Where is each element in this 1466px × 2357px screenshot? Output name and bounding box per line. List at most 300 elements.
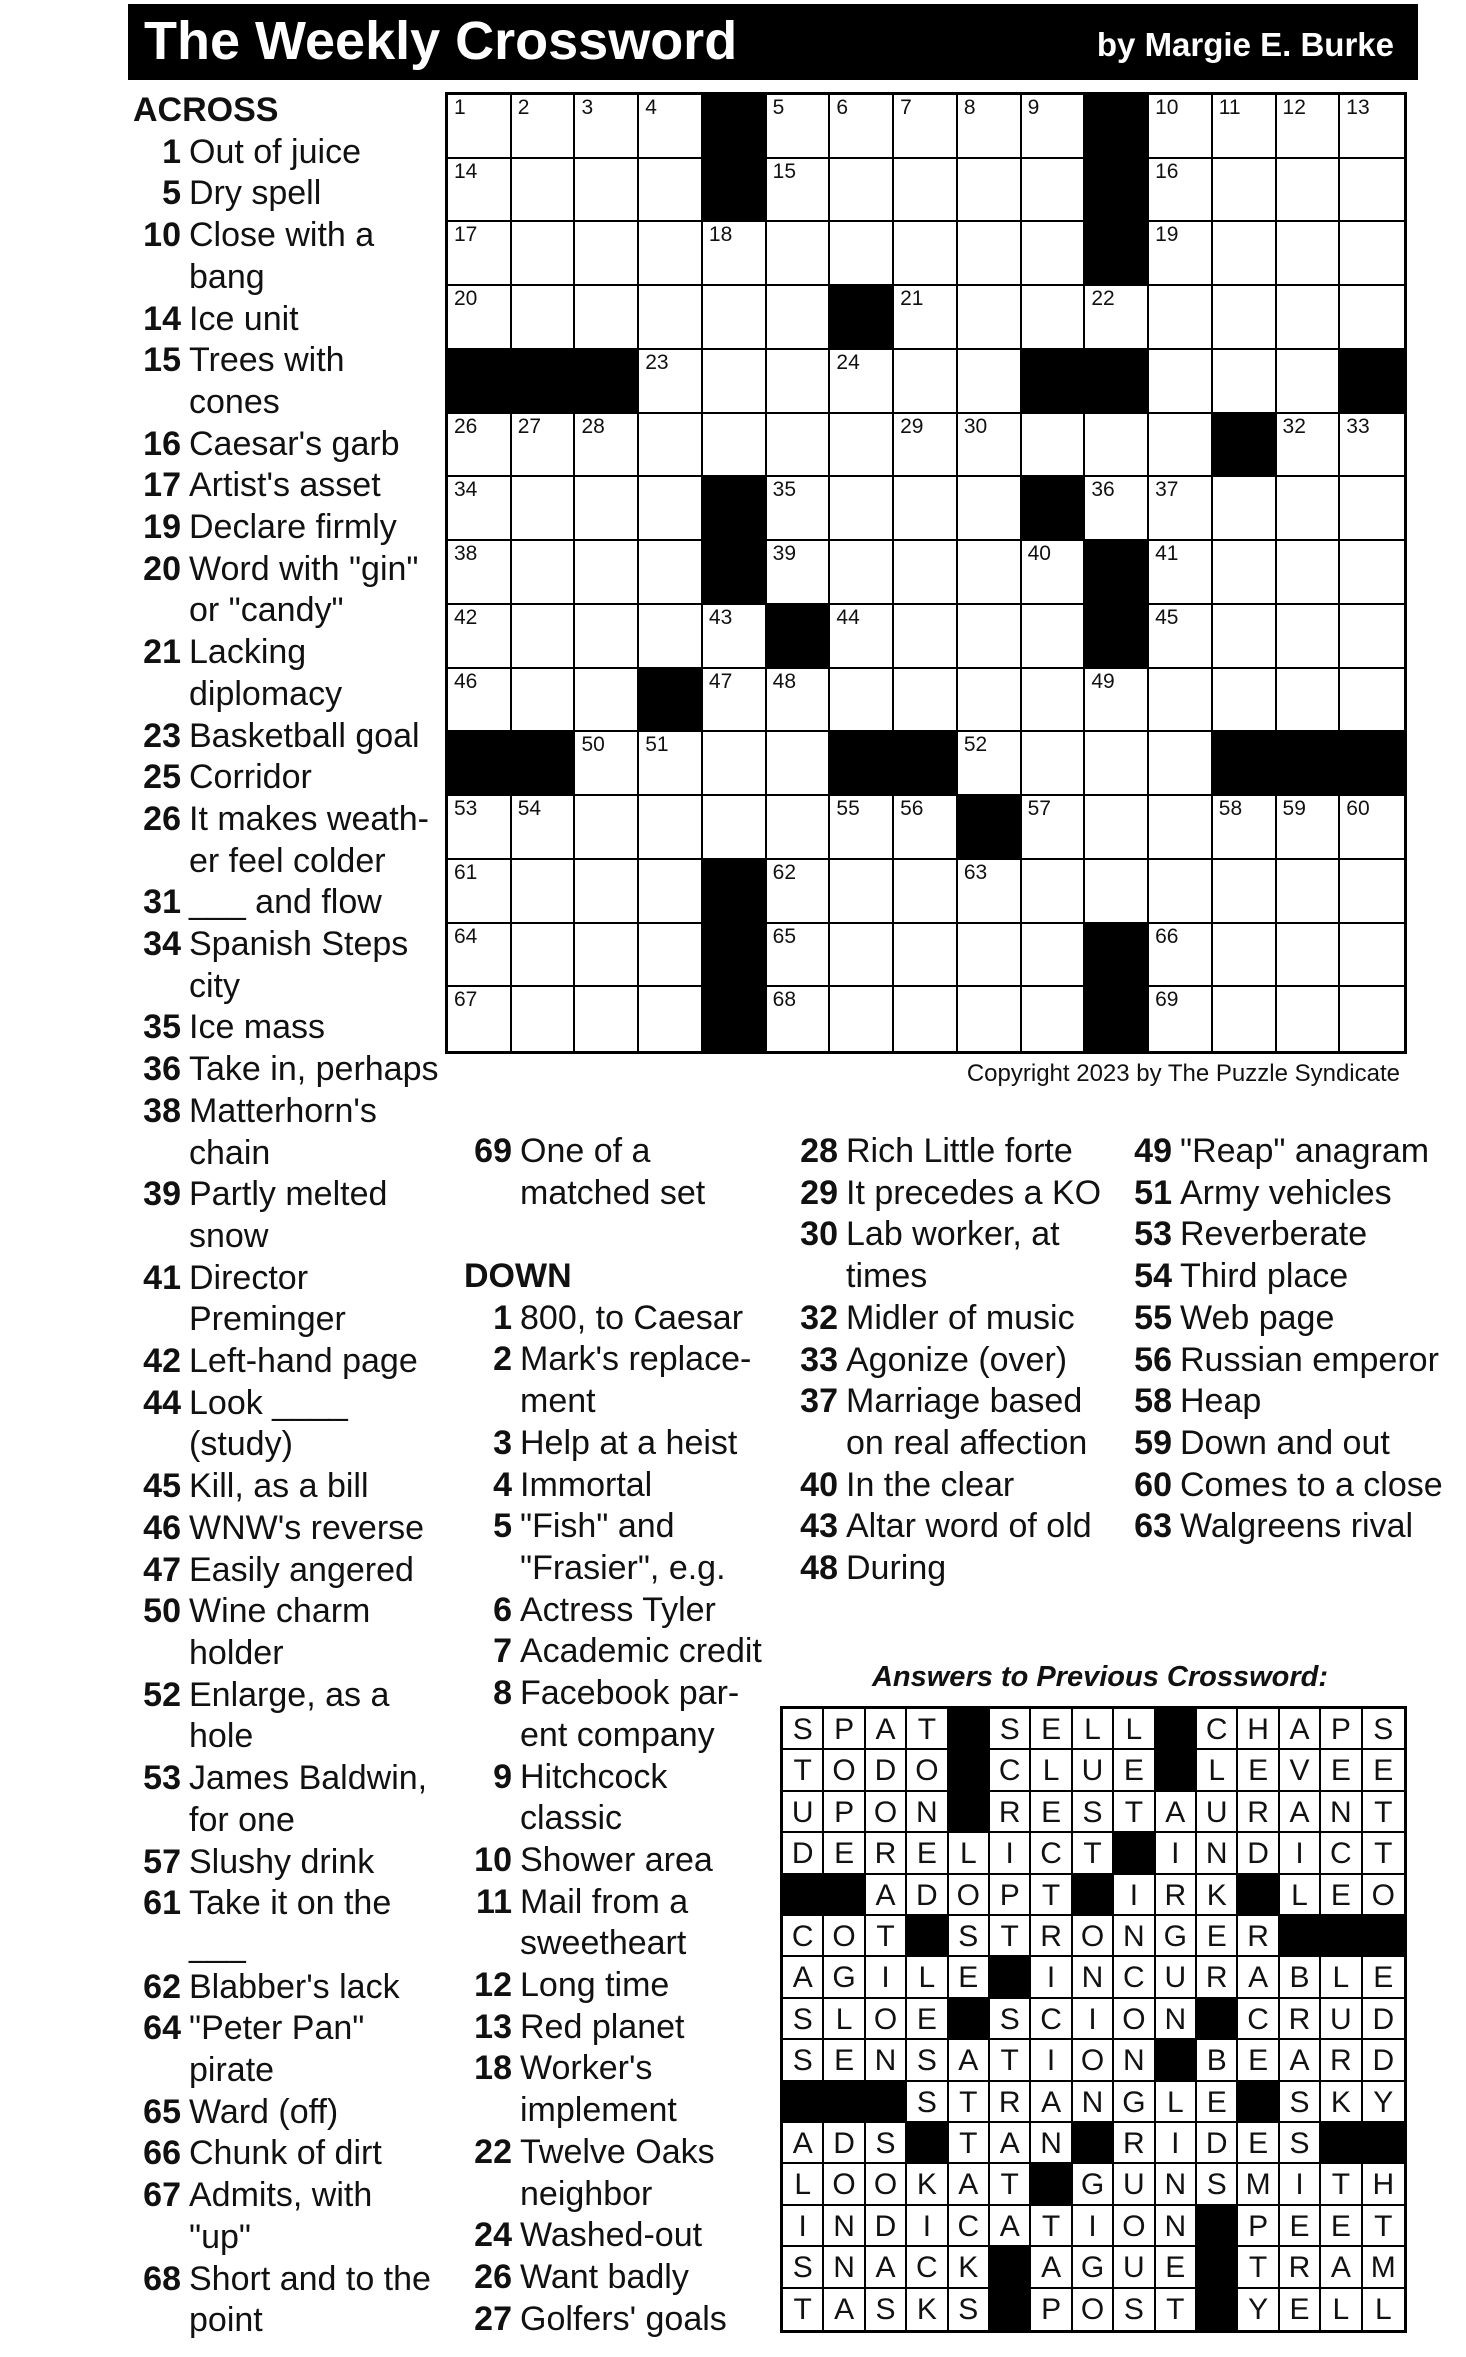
grid-cell[interactable] — [894, 924, 958, 988]
grid-cell[interactable] — [512, 541, 576, 605]
clue-item — [133, 2008, 443, 2091]
grid-cell[interactable] — [575, 541, 639, 605]
clue-item — [464, 1131, 764, 1214]
grid-cell[interactable] — [639, 159, 703, 223]
cell-number: 13 — [1346, 96, 1370, 119]
clue-number: 47 — [143, 1550, 181, 1589]
clue-text: Admits, with "up" — [189, 2176, 373, 2256]
grid-cell[interactable] — [1022, 605, 1086, 669]
grid-cell[interactable] — [575, 732, 639, 796]
grid-cell[interactable] — [575, 414, 639, 478]
grid-cell[interactable] — [575, 222, 639, 286]
answer-cell: S — [907, 2082, 948, 2123]
grid-cell[interactable] — [512, 95, 576, 159]
grid-cell[interactable] — [1340, 477, 1404, 541]
grid-cell[interactable] — [1149, 796, 1213, 860]
cell-number: 20 — [454, 287, 478, 311]
grid-cell[interactable] — [958, 860, 1022, 924]
grid-cell[interactable] — [448, 414, 512, 478]
grid-cell[interactable] — [767, 477, 831, 541]
grid-cell[interactable] — [1022, 987, 1086, 1051]
grid-cell[interactable] — [448, 924, 512, 988]
grid-cell[interactable] — [1149, 350, 1213, 414]
grid-cell[interactable] — [1085, 669, 1149, 733]
grid-cell[interactable] — [575, 95, 639, 159]
answer-cell: L — [824, 1999, 865, 2040]
grid-cell[interactable] — [575, 605, 639, 669]
grid-cell[interactable] — [512, 159, 576, 223]
answer-cell: A — [990, 2206, 1031, 2247]
answer-black-square — [990, 2289, 1031, 2330]
grid-cell[interactable] — [575, 286, 639, 350]
grid-cell[interactable] — [1340, 414, 1404, 478]
cell-number: 40 — [1027, 542, 1051, 566]
clue-text: Out of juice — [189, 132, 361, 171]
black-square — [830, 286, 894, 350]
clue-number: 5 — [162, 174, 181, 213]
grid-cell[interactable] — [1022, 860, 1086, 924]
clue-column-c — [790, 1131, 1110, 1590]
grid-cell[interactable] — [448, 796, 512, 860]
grid-cell[interactable] — [1340, 860, 1404, 924]
clue-text: Artist's asset — [189, 466, 381, 505]
grid-cell[interactable] — [767, 350, 831, 414]
clue-number: 8 — [493, 1674, 512, 1713]
clue-item — [133, 549, 443, 632]
clue-item — [133, 1049, 443, 1091]
cell-number: 8 — [963, 96, 976, 119]
grid-cell[interactable] — [639, 605, 703, 669]
grid-cell[interactable] — [1149, 414, 1213, 478]
grid-cell[interactable] — [958, 477, 1022, 541]
grid-cell[interactable] — [894, 477, 958, 541]
clue-item — [790, 1340, 1110, 1382]
grid-cell[interactable] — [1277, 286, 1341, 350]
grid-cell[interactable] — [1340, 222, 1404, 286]
crossword-grid[interactable] — [445, 92, 1407, 1054]
answer-cell: U — [783, 1792, 824, 1833]
grid-cell[interactable] — [958, 732, 1022, 796]
clue-item — [133, 632, 443, 715]
clue-text: "Peter Pan" pirate — [189, 2009, 365, 2090]
grid-cell[interactable] — [830, 796, 894, 860]
grid-cell[interactable] — [894, 605, 958, 669]
grid-cell[interactable] — [639, 732, 703, 796]
grid-cell[interactable] — [1277, 159, 1341, 223]
grid-cell[interactable] — [512, 987, 576, 1051]
grid-cell[interactable] — [448, 222, 512, 286]
grid-cell[interactable] — [1213, 541, 1277, 605]
grid-cell[interactable] — [575, 987, 639, 1051]
cell-number: 45 — [1155, 605, 1179, 629]
answer-cell: O — [824, 1916, 865, 1957]
grid-cell[interactable] — [639, 860, 703, 924]
grid-cell[interactable] — [639, 541, 703, 605]
grid-cell[interactable] — [1340, 286, 1404, 350]
grid-cell[interactable] — [1149, 732, 1213, 796]
grid-cell[interactable] — [1277, 860, 1341, 924]
clue-number: 20 — [143, 549, 181, 588]
grid-cell[interactable] — [703, 414, 767, 478]
grid-cell[interactable] — [448, 860, 512, 924]
clue-item — [133, 924, 443, 1007]
cell-number: 7 — [900, 96, 912, 119]
grid-cell[interactable] — [1085, 414, 1149, 478]
answer-cell: A — [866, 1709, 907, 1750]
grid-cell[interactable] — [958, 350, 1022, 414]
grid-cell[interactable] — [1149, 987, 1213, 1051]
clue-text: Dry spell — [189, 174, 322, 213]
grid-cell[interactable] — [894, 286, 958, 350]
grid-cell[interactable] — [448, 541, 512, 605]
answer-cell: A — [1238, 1957, 1279, 1998]
grid-cell[interactable] — [958, 605, 1022, 669]
grid-cell[interactable] — [448, 95, 512, 159]
answer-cell: E — [1321, 1750, 1362, 1791]
answer-cell: U — [1197, 1792, 1238, 1833]
grid-cell[interactable] — [767, 796, 831, 860]
clue-text: Declare firmly — [189, 508, 397, 547]
grid-cell[interactable] — [1022, 414, 1086, 478]
grid-cell[interactable] — [1277, 987, 1341, 1051]
grid-cell[interactable] — [703, 605, 767, 669]
clue-text: 800, to Caesar — [520, 1298, 744, 1337]
grid-cell[interactable] — [703, 286, 767, 350]
answer-cell: E — [1238, 2123, 1279, 2164]
cell-number: 1 — [454, 96, 466, 119]
grid-cell[interactable] — [830, 860, 894, 924]
grid-cell[interactable] — [894, 222, 958, 286]
grid-cell[interactable] — [767, 286, 831, 350]
grid-cell[interactable] — [830, 350, 894, 414]
answer-cell: A — [1280, 1709, 1321, 1750]
black-square — [703, 477, 767, 541]
grid-cell[interactable] — [639, 477, 703, 541]
answer-black-square — [1321, 1916, 1362, 1957]
grid-cell[interactable] — [575, 924, 639, 988]
grid-cell[interactable] — [512, 669, 576, 733]
grid-cell[interactable] — [575, 796, 639, 860]
clue-column-b — [464, 1131, 764, 2340]
grid-cell[interactable] — [1149, 924, 1213, 988]
cell-number: 46 — [454, 669, 478, 693]
grid-cell[interactable] — [767, 222, 831, 286]
grid-cell[interactable] — [830, 924, 894, 988]
grid-cell[interactable] — [767, 669, 831, 733]
grid-cell[interactable] — [1277, 796, 1341, 860]
grid-cell[interactable] — [1340, 669, 1404, 733]
clue-text: Left-hand page — [189, 1342, 418, 1381]
grid-cell[interactable] — [1277, 669, 1341, 733]
grid-cell[interactable] — [639, 414, 703, 478]
answer-cell: A — [866, 1875, 907, 1916]
answer-cell: T — [1363, 2206, 1404, 2247]
grid-cell[interactable] — [830, 159, 894, 223]
grid-cell[interactable] — [1340, 95, 1404, 159]
grid-cell[interactable] — [1340, 987, 1404, 1051]
grid-cell[interactable] — [1149, 159, 1213, 223]
grid-cell[interactable] — [1149, 95, 1213, 159]
cell-number: 32 — [1282, 414, 1306, 438]
grid-cell[interactable] — [639, 95, 703, 159]
grid-cell[interactable] — [639, 924, 703, 988]
grid-cell[interactable] — [639, 987, 703, 1051]
grid-cell[interactable] — [1085, 732, 1149, 796]
answer-cell: L — [1197, 1750, 1238, 1791]
grid-cell[interactable] — [1022, 159, 1086, 223]
clue-number: 38 — [143, 1091, 181, 1130]
grid-cell[interactable] — [894, 669, 958, 733]
grid-cell[interactable] — [1277, 350, 1341, 414]
grid-cell[interactable] — [1085, 860, 1149, 924]
cell-number: 15 — [772, 159, 797, 183]
clue-number: 36 — [143, 1050, 181, 1089]
grid-cell[interactable] — [767, 924, 831, 988]
grid-cell[interactable] — [575, 477, 639, 541]
cell-number: 34 — [454, 478, 478, 502]
grid-cell[interactable] — [894, 860, 958, 924]
cell-number: 24 — [836, 350, 860, 374]
clue-text: Slushy drink — [189, 1842, 375, 1881]
grid-cell[interactable] — [1213, 350, 1277, 414]
clue-number: 48 — [800, 1549, 838, 1588]
clue-number: 52 — [143, 1675, 181, 1714]
clue-number: 25 — [143, 758, 181, 797]
clue-number: 33 — [800, 1340, 838, 1379]
grid-cell[interactable] — [1149, 541, 1213, 605]
grid-cell[interactable] — [703, 222, 767, 286]
grid-cell[interactable] — [894, 414, 958, 478]
grid-cell[interactable] — [1277, 222, 1341, 286]
cell-number: 19 — [1155, 223, 1179, 247]
clue-item — [790, 1381, 1110, 1464]
grid-cell[interactable] — [894, 95, 958, 159]
grid-cell[interactable] — [830, 541, 894, 605]
grid-cell[interactable] — [1149, 860, 1213, 924]
answer-cell: A — [866, 2247, 907, 2288]
grid-cell[interactable] — [1149, 477, 1213, 541]
clue-number: 26 — [474, 2257, 512, 2296]
grid-cell[interactable] — [767, 541, 831, 605]
grid-cell[interactable] — [1022, 541, 1086, 605]
grid-cell[interactable] — [1085, 286, 1149, 350]
answer-cell: I — [1156, 1833, 1197, 1874]
grid-cell[interactable] — [1022, 796, 1086, 860]
grid-cell[interactable] — [1213, 222, 1277, 286]
grid-cell[interactable] — [1149, 605, 1213, 669]
answer-cell: R — [866, 1833, 907, 1874]
grid-cell[interactable] — [512, 414, 576, 478]
grid-cell[interactable] — [894, 541, 958, 605]
grid-cell[interactable] — [767, 987, 831, 1051]
grid-cell[interactable] — [1213, 286, 1277, 350]
grid-cell[interactable] — [703, 796, 767, 860]
clue-number: 46 — [143, 1508, 181, 1547]
black-square — [1213, 414, 1277, 478]
grid-cell[interactable] — [958, 286, 1022, 350]
grid-cell[interactable] — [1022, 669, 1086, 733]
clue-number: 43 — [800, 1507, 838, 1546]
grid-cell[interactable] — [1213, 95, 1277, 159]
grid-cell[interactable] — [639, 796, 703, 860]
grid-cell[interactable] — [512, 605, 576, 669]
grid-cell[interactable] — [1340, 541, 1404, 605]
grid-cell[interactable] — [703, 669, 767, 733]
clue-item — [133, 1758, 443, 1841]
grid-cell[interactable] — [1277, 924, 1341, 988]
clue-text: Lab worker, at times — [846, 1215, 1060, 1296]
grid-cell[interactable] — [1340, 159, 1404, 223]
clue-number: 24 — [474, 2216, 512, 2255]
grid-cell[interactable] — [703, 350, 767, 414]
clue-number: 56 — [1134, 1340, 1172, 1379]
grid-cell[interactable] — [958, 222, 1022, 286]
clue-number: 61 — [143, 1884, 181, 1923]
clue-item — [464, 1757, 764, 1840]
grid-cell[interactable] — [1213, 159, 1277, 223]
black-square — [1213, 732, 1277, 796]
answer-cell: E — [1238, 2040, 1279, 2081]
grid-cell[interactable] — [830, 414, 894, 478]
grid-cell[interactable] — [1277, 414, 1341, 478]
grid-cell[interactable] — [767, 732, 831, 796]
grid-cell[interactable] — [512, 286, 576, 350]
clue-text: Take in, perhaps — [189, 1050, 439, 1089]
grid-cell[interactable] — [1213, 860, 1277, 924]
answer-cell: L — [1363, 2289, 1404, 2330]
grid-cell[interactable] — [575, 860, 639, 924]
grid-cell[interactable] — [448, 477, 512, 541]
answer-cell: L — [1321, 1957, 1362, 1998]
grid-cell[interactable] — [1149, 286, 1213, 350]
grid-cell[interactable] — [1213, 605, 1277, 669]
grid-cell[interactable] — [1022, 286, 1086, 350]
grid-cell[interactable] — [512, 222, 576, 286]
grid-cell[interactable] — [1085, 477, 1149, 541]
cell-number: 22 — [1091, 287, 1115, 311]
grid-cell[interactable] — [448, 286, 512, 350]
clue-item — [133, 173, 443, 215]
grid-cell[interactable] — [958, 987, 1022, 1051]
grid-cell[interactable] — [1277, 541, 1341, 605]
grid-cell[interactable] — [512, 477, 576, 541]
grid-cell[interactable] — [639, 286, 703, 350]
grid-cell[interactable] — [1277, 95, 1341, 159]
grid-cell[interactable] — [639, 222, 703, 286]
clue-number: 66 — [143, 2134, 181, 2173]
grid-cell[interactable] — [767, 414, 831, 478]
grid-cell[interactable] — [575, 669, 639, 733]
answer-cell: V — [1280, 1750, 1321, 1791]
grid-cell[interactable] — [958, 924, 1022, 988]
across-clues — [133, 90, 443, 2342]
grid-cell[interactable] — [1213, 924, 1277, 988]
grid-cell[interactable] — [767, 159, 831, 223]
grid-cell[interactable] — [1213, 669, 1277, 733]
grid-cell[interactable] — [830, 95, 894, 159]
grid-cell[interactable] — [1213, 477, 1277, 541]
grid-cell[interactable] — [830, 605, 894, 669]
grid-cell[interactable] — [512, 924, 576, 988]
black-square — [703, 924, 767, 988]
grid-cell[interactable] — [703, 732, 767, 796]
cell-number: 18 — [708, 223, 733, 247]
grid-cell[interactable] — [958, 414, 1022, 478]
cell-number: 26 — [454, 414, 478, 438]
grid-cell[interactable] — [894, 796, 958, 860]
answer-black-square — [990, 2247, 1031, 2288]
grid-cell[interactable] — [1213, 987, 1277, 1051]
answer-cell: A — [1156, 1792, 1197, 1833]
grid-cell[interactable] — [512, 860, 576, 924]
answer-cell: O — [1073, 2040, 1114, 2081]
clue-number: 7 — [493, 1632, 512, 1671]
clue-item — [133, 1967, 443, 2009]
grid-cell[interactable] — [830, 987, 894, 1051]
grid-cell[interactable] — [1213, 796, 1277, 860]
grid-cell[interactable] — [1022, 732, 1086, 796]
grid-cell[interactable] — [448, 669, 512, 733]
clue-text: Blabber's lack — [189, 1967, 400, 2006]
grid-cell[interactable] — [958, 95, 1022, 159]
grid-cell[interactable] — [830, 222, 894, 286]
grid-cell[interactable] — [1149, 222, 1213, 286]
grid-cell[interactable] — [575, 159, 639, 223]
grid-cell[interactable] — [830, 669, 894, 733]
answer-cell: O — [1114, 1999, 1155, 2040]
grid-cell[interactable] — [958, 541, 1022, 605]
grid-cell[interactable] — [448, 987, 512, 1051]
grid-cell[interactable] — [894, 987, 958, 1051]
grid-cell[interactable] — [1022, 95, 1086, 159]
grid-cell[interactable] — [1149, 669, 1213, 733]
clue-text: Matterhorn's chain — [189, 1091, 377, 1172]
grid-cell[interactable] — [894, 350, 958, 414]
grid-cell[interactable] — [1085, 796, 1149, 860]
clue-number: 14 — [143, 299, 181, 338]
answer-cell: D — [824, 2123, 865, 2164]
grid-cell[interactable] — [767, 95, 831, 159]
grid-cell[interactable] — [1022, 924, 1086, 988]
grid-cell[interactable] — [830, 477, 894, 541]
answer-black-square — [1073, 1875, 1114, 1916]
answer-black-square — [1114, 1833, 1155, 1874]
grid-cell[interactable] — [448, 159, 512, 223]
clue-item — [133, 1258, 443, 1341]
grid-cell[interactable] — [958, 669, 1022, 733]
cell-number: 66 — [1155, 924, 1179, 948]
grid-cell[interactable] — [512, 796, 576, 860]
grid-cell[interactable] — [767, 860, 831, 924]
answer-cell: N — [1073, 2082, 1114, 2123]
grid-cell[interactable] — [1277, 605, 1341, 669]
answer-cell: U — [1321, 1999, 1362, 2040]
down-list-continued-2 — [1124, 1131, 1454, 1548]
grid-cell[interactable] — [1340, 924, 1404, 988]
grid-cell[interactable] — [894, 159, 958, 223]
grid-cell[interactable] — [448, 605, 512, 669]
grid-cell[interactable] — [1340, 605, 1404, 669]
answer-cell: H — [1363, 2164, 1404, 2205]
grid-cell[interactable] — [1277, 477, 1341, 541]
grid-cell[interactable] — [958, 159, 1022, 223]
clue-item — [133, 1341, 443, 1383]
answer-cell: E — [1321, 1875, 1362, 1916]
grid-cell[interactable] — [1340, 796, 1404, 860]
grid-cell[interactable] — [1022, 222, 1086, 286]
grid-cell[interactable] — [639, 350, 703, 414]
clue-number: 2 — [493, 1340, 512, 1379]
